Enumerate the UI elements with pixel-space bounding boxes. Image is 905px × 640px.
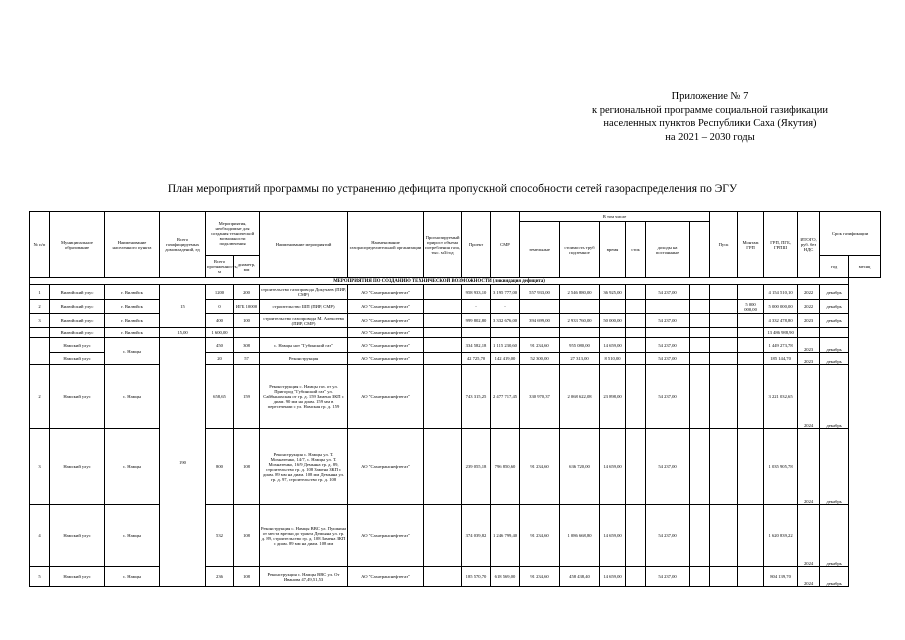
cell-smr: 618 569,00	[491, 567, 520, 587]
cell-grp	[738, 285, 764, 300]
header-num: № п/п	[30, 212, 50, 278]
cell-municipality: Намский улус	[50, 353, 105, 365]
cell-pipes	[560, 300, 600, 314]
header-launch: Пуск	[710, 212, 738, 278]
cell-smr: 142 419,00	[491, 353, 520, 365]
section-title: МЕРОПРИЯТИЯ ПО СОЗДАНИЮ ТЕХНИЧЕСКОЙ ВОЗМОЖНОСТИ (ликвидация дефицита)	[30, 278, 849, 285]
cell-project: 239 055,18	[462, 429, 491, 505]
table-row	[30, 314, 881, 328]
cell-land	[520, 300, 560, 314]
cell-households: 15,00	[160, 328, 206, 338]
appendix-number: Приложение № 7	[671, 91, 749, 102]
header-stock: сток	[626, 222, 646, 278]
section-row	[30, 278, 881, 285]
cell-project: -	[462, 300, 491, 314]
cell-temporary	[600, 300, 626, 314]
cell-pipes: 636 720,00	[560, 429, 600, 505]
cell-grp: 5 000 000,00	[738, 300, 764, 314]
cell-num: 2	[30, 300, 50, 314]
cell-temporary: 14 659,00	[600, 567, 626, 587]
cell-smr: -	[491, 300, 520, 314]
header-grp: ГРП, ПГБ, ГРПШ	[764, 212, 798, 278]
table-row	[30, 567, 881, 587]
cell-municipality: Вилюйский улус	[50, 300, 105, 314]
cell-pipes	[560, 328, 600, 338]
cell-settlement: с. Намцы	[105, 429, 160, 505]
cell-total: 1 620 839,22	[764, 505, 798, 567]
cell-gdo: АО "Сахатранснефтегаз"	[348, 300, 424, 314]
cell-diameter: 108	[234, 505, 260, 567]
cell-measure: строительство газопровода М. Алексеева (ПИР, СМР)	[260, 314, 348, 328]
cell-measure: Реконструкция с. Намцы газ. от ул. Пригород "Губинский газ" ул. Сайбынахская от гр. д. 159 Замена ЗКП с диам. 90 мм на диам. 159 мм в пересечении с ул. Намская гр. д. 159	[260, 365, 348, 429]
cell-project: 374 039,82	[462, 505, 491, 567]
cell-measure: Реконструкция с. Намцы ул. Т. Мохнатенко, 14/7, с. Намцы ул. Т. Мохнатенко, 16/9 Демьяна гр. д. 89, строительство гр. д. 108 Замена ЗКП с диам. 89 мм на диам. 108 мм Демьяна ул. гр. д. 97, строительство гр. д. 108	[260, 429, 348, 505]
cell-project	[462, 328, 491, 338]
cell-length: 236	[206, 567, 234, 587]
cell-smr: 1 115 230,60	[491, 338, 520, 353]
table-row	[30, 338, 881, 353]
cell-gdo: АО "Сахатранснефтегаз"	[348, 314, 424, 328]
header-total: ИТОГО, руб. без НДС	[798, 212, 820, 278]
cell-pipes: 2 933 760,00	[560, 314, 600, 328]
cell-settlement: с. Намцы	[105, 338, 160, 365]
cell-permanent: 54 237,00	[646, 505, 690, 567]
header-pipes: стоимость труб подземное	[560, 222, 600, 278]
cell-year: 2024	[798, 567, 820, 587]
cell-temporary: 14 659,00	[600, 338, 626, 353]
header-settlement: Наименование населенного пункта	[105, 212, 160, 278]
header-land: земельные	[520, 222, 560, 278]
cell-gdo: АО "Сахатранснефтегаз"	[348, 285, 424, 300]
cell-num	[30, 328, 50, 338]
cell-gdo: АО "Сахатранснефтегаз"	[348, 429, 424, 505]
cell-settlement: с. Намцы	[105, 567, 160, 587]
cell-smr: 2 477 717,45	[491, 365, 520, 429]
cell-pipes: 2 068 622,08	[560, 365, 600, 429]
cell-year: 2023	[798, 353, 820, 365]
cell-settlement: с. Намцы	[105, 365, 160, 429]
cell-grp	[738, 365, 764, 429]
cell-diameter: 57	[234, 353, 260, 365]
cell-measure: Реконструкция с. Намцы ВВС ул. Пушкина от места врезки до тракта Демьяна ул. гр. д. 89, строительство гр. д. 108 Замена ЗКП с диам. 89 мм на диам. 108 мм	[260, 505, 348, 567]
cell-gdo: АО "Сахатранснефтегаз"	[348, 328, 424, 338]
cell-month: декабрь	[820, 353, 849, 365]
cell-year: 2024	[798, 365, 820, 429]
cell-measure: строительство ШП (ПИР, СМР)	[260, 300, 348, 314]
cell-settlement: г. Вилюйск	[105, 285, 160, 300]
cell-year	[798, 328, 820, 338]
cell-total: 1 449 273,78	[764, 338, 798, 353]
cell-land	[520, 328, 560, 338]
cell-length: 450	[206, 338, 234, 353]
cell-permanent: 54 237,00	[646, 314, 690, 328]
cell-grp	[738, 353, 764, 365]
header-permanent: доходы на постоянные	[646, 222, 690, 278]
cell-grp	[738, 505, 764, 567]
cell-permanent	[646, 300, 690, 314]
cell-pipes: 458 438,40	[560, 567, 600, 587]
cell-month: декабрь	[820, 365, 849, 429]
plan-title: План мероприятий программы по устранению дефицита пропускной способности сетей газораспределения по ЭГУ	[167, 183, 738, 195]
cell-households: 15	[160, 285, 206, 328]
cell-grp	[738, 338, 764, 353]
cell-total: 804 139,70	[764, 567, 798, 587]
cell-smr: 1 246 799,40	[491, 505, 520, 567]
cell-num: 4	[30, 505, 50, 567]
cell-num: 2	[30, 365, 50, 429]
cell-month: декабрь	[820, 429, 849, 505]
cell-month: декабрь	[820, 567, 849, 587]
cell-year: 2024	[798, 429, 820, 505]
cell-num: 3	[30, 429, 50, 505]
cell-measure: Реконструкция с. Намцы ВВС ул. От Иванова 47,49,51,53	[260, 567, 348, 587]
cell-permanent: 54 237,00	[646, 567, 690, 587]
cell-smr	[491, 328, 520, 338]
cell-month	[820, 328, 849, 338]
cell-municipality: Намский улус	[50, 505, 105, 567]
cell-municipality: Намский улус	[50, 567, 105, 587]
cell-temporary: 14 659,00	[600, 505, 626, 567]
cell-land: 557 933,00	[520, 285, 560, 300]
header-term: Срок газификации	[820, 212, 881, 256]
cell-num: 1	[30, 285, 50, 300]
table-header-row-1	[30, 212, 881, 222]
cell-grp	[738, 567, 764, 587]
cell-total: 3 221 032,65	[764, 365, 798, 429]
header-diameter: диаметр, мм	[234, 256, 260, 278]
cell-temporary: 36 925,00	[600, 285, 626, 300]
cell-year: 2022	[798, 300, 820, 314]
cell-month: декабрь	[820, 285, 849, 300]
cell-gdo: АО "Сахатранснефтегаз"	[348, 505, 424, 567]
cell-length: 400	[206, 314, 234, 328]
header-temporary: время	[600, 222, 626, 278]
cell-grp	[738, 328, 764, 338]
header-capacity: Прогнозируемый прирост объема потребления газа, тыс. м3/год	[424, 212, 462, 278]
header-measures-group: Мероприятия, необходимые для создания технической возможности подключения	[206, 212, 260, 256]
cell-num	[30, 338, 50, 365]
cell-length: 1200	[206, 285, 234, 300]
cell-project: 185 570,70	[462, 567, 491, 587]
cell-diameter: ИГБ 10000	[234, 300, 260, 314]
cell-municipality: Намский улус	[50, 365, 105, 429]
cell-project: 334 582,18	[462, 338, 491, 353]
cell-month: декабрь	[820, 300, 849, 314]
cell-length: 0	[206, 300, 234, 314]
cell-length: 1 600,00	[206, 328, 234, 338]
cell-diameter: 108	[234, 429, 260, 505]
cell-land: 91 234,60	[520, 505, 560, 567]
cell-measure: с. Намцы нот "Губинский газ"	[260, 338, 348, 353]
header-measure-name: Наименование мероприятий	[260, 212, 348, 278]
cell-temporary: 50 000,00	[600, 314, 626, 328]
cell-year: 2024	[798, 505, 820, 567]
cell-diameter: 200	[234, 285, 260, 300]
cell-grp	[738, 429, 764, 505]
cell-length: 532	[206, 505, 234, 567]
cell-project: 42 725,70	[462, 353, 491, 365]
cell-land: 330 970,37	[520, 365, 560, 429]
cell-total: 4 154 510,10	[764, 285, 798, 300]
cell-municipality: Намский улус	[50, 338, 105, 353]
cell-municipality: Намский улус	[50, 429, 105, 505]
cell-gdo: АО "Сахатранснефтегаз"	[348, 567, 424, 587]
cell-pipes: 955 080,00	[560, 338, 600, 353]
cell-diameter: 100	[234, 314, 260, 328]
cell-month: декабрь	[820, 338, 849, 353]
appendix-line-region: населенных пунктов Республики Саха (Якутия)	[603, 118, 817, 129]
cell-permanent	[646, 328, 690, 338]
header-municipality: Муниципальное образование	[50, 212, 105, 278]
cell-land: 91 234,60	[520, 567, 560, 587]
cell-temporary: 14 659,00	[600, 429, 626, 505]
cell-diameter	[234, 328, 260, 338]
cell-total: 4 332 478,80	[764, 314, 798, 328]
cell-smr: 3 195 777,00	[491, 285, 520, 300]
cell-smr: 3 332 676,00	[491, 314, 520, 328]
cell-project: 743 315,25	[462, 365, 491, 429]
cell-temporary	[600, 328, 626, 338]
cell-measure	[260, 328, 348, 338]
header-total-length: Всего протяженность, м	[206, 256, 234, 278]
table-row	[30, 285, 881, 300]
cell-diameter: 108	[234, 567, 260, 587]
cell-permanent: 54 237,00	[646, 365, 690, 429]
cell-total: 185 144,70	[764, 353, 798, 365]
cell-num: 3	[30, 314, 50, 328]
cell-pipes: 2 546 880,00	[560, 285, 600, 300]
measures-table	[29, 211, 881, 587]
cell-permanent: 54 237,00	[646, 353, 690, 365]
cell-settlement: г. Вилюйск	[105, 328, 160, 338]
cell-pipes: 1 086 668,80	[560, 505, 600, 567]
subtotal-row	[30, 328, 881, 338]
table-row	[30, 505, 881, 567]
cell-municipality: Вилюйский улус	[50, 314, 105, 328]
header-year: год	[820, 256, 849, 278]
cell-num: 5	[30, 567, 50, 587]
cell-diameter: 308	[234, 338, 260, 353]
cell-month: декабрь	[820, 314, 849, 328]
appendix-line-program: к региональной программе социальной газификации	[592, 104, 828, 116]
cell-households: 190	[160, 338, 206, 587]
cell-project: 999 802,80	[462, 314, 491, 328]
cell-total: 1 035 905,78	[764, 429, 798, 505]
cell-pipes: 27 313,00	[560, 353, 600, 365]
cell-measure: строительство газопровода Докучаев (ПИР, СМР)	[260, 285, 348, 300]
cell-gdo: АО "Сахатранснефтегаз"	[348, 365, 424, 429]
cell-municipality: Вилюйский улус	[50, 285, 105, 300]
table-row	[30, 365, 881, 429]
header-including: В том числе	[520, 212, 710, 222]
table-row	[30, 429, 881, 505]
cell-land: 52 300,00	[520, 353, 560, 365]
header-gdo: Наименование газораспределительной организации	[348, 212, 424, 278]
cell-settlement: с. Намцы	[105, 505, 160, 567]
cell-settlement: г. Вилюйск	[105, 314, 160, 328]
cell-land: 91 234,60	[520, 338, 560, 353]
cell-total: 5 000 000,00	[764, 300, 798, 314]
cell-length: 20	[206, 353, 234, 365]
cell-year: 2023	[798, 314, 820, 328]
cell-permanent: 54 237,00	[646, 338, 690, 353]
header-project: Проект	[462, 212, 491, 278]
appendix-line-years: на 2021 – 2030 годы	[665, 131, 755, 143]
cell-length: 658,65	[206, 365, 234, 429]
cell-project: 958 933,10	[462, 285, 491, 300]
header-month: месяц	[849, 256, 881, 278]
cell-gdo: АО "Сахатранснефтегаз"	[348, 353, 424, 365]
cell-land: 394 699,00	[520, 314, 560, 328]
table-row	[30, 300, 881, 314]
cell-diameter: 159	[234, 365, 260, 429]
appendix-header	[540, 90, 880, 144]
cell-temporary: 8 510,00	[600, 353, 626, 365]
cell-land: 91 234,60	[520, 429, 560, 505]
cell-year: 2023	[798, 338, 820, 353]
cell-length: 800	[206, 429, 234, 505]
cell-smr: 796 850,60	[491, 429, 520, 505]
cell-year: 2022	[798, 285, 820, 300]
header-total-households: Всего газифицируемых домовладений, ед	[160, 212, 206, 278]
cell-permanent: 54 237,00	[646, 285, 690, 300]
header-smr: СМР	[491, 212, 520, 278]
cell-permanent: 54 237,00	[646, 429, 690, 505]
cell-temporary: 23 898,00	[600, 365, 626, 429]
cell-gdo: АО "Сахатранснефтегаз"	[348, 338, 424, 353]
cell-municipality: Вилюйский улус	[50, 328, 105, 338]
cell-measure: Реконструкция	[260, 353, 348, 365]
cell-month: декабрь	[820, 505, 849, 567]
header-mount: Монтаж ГРП	[738, 212, 764, 278]
cell-total: 13 486 988,90	[764, 328, 798, 338]
cell-grp	[738, 314, 764, 328]
cell-settlement: г. Вилюйск	[105, 300, 160, 314]
